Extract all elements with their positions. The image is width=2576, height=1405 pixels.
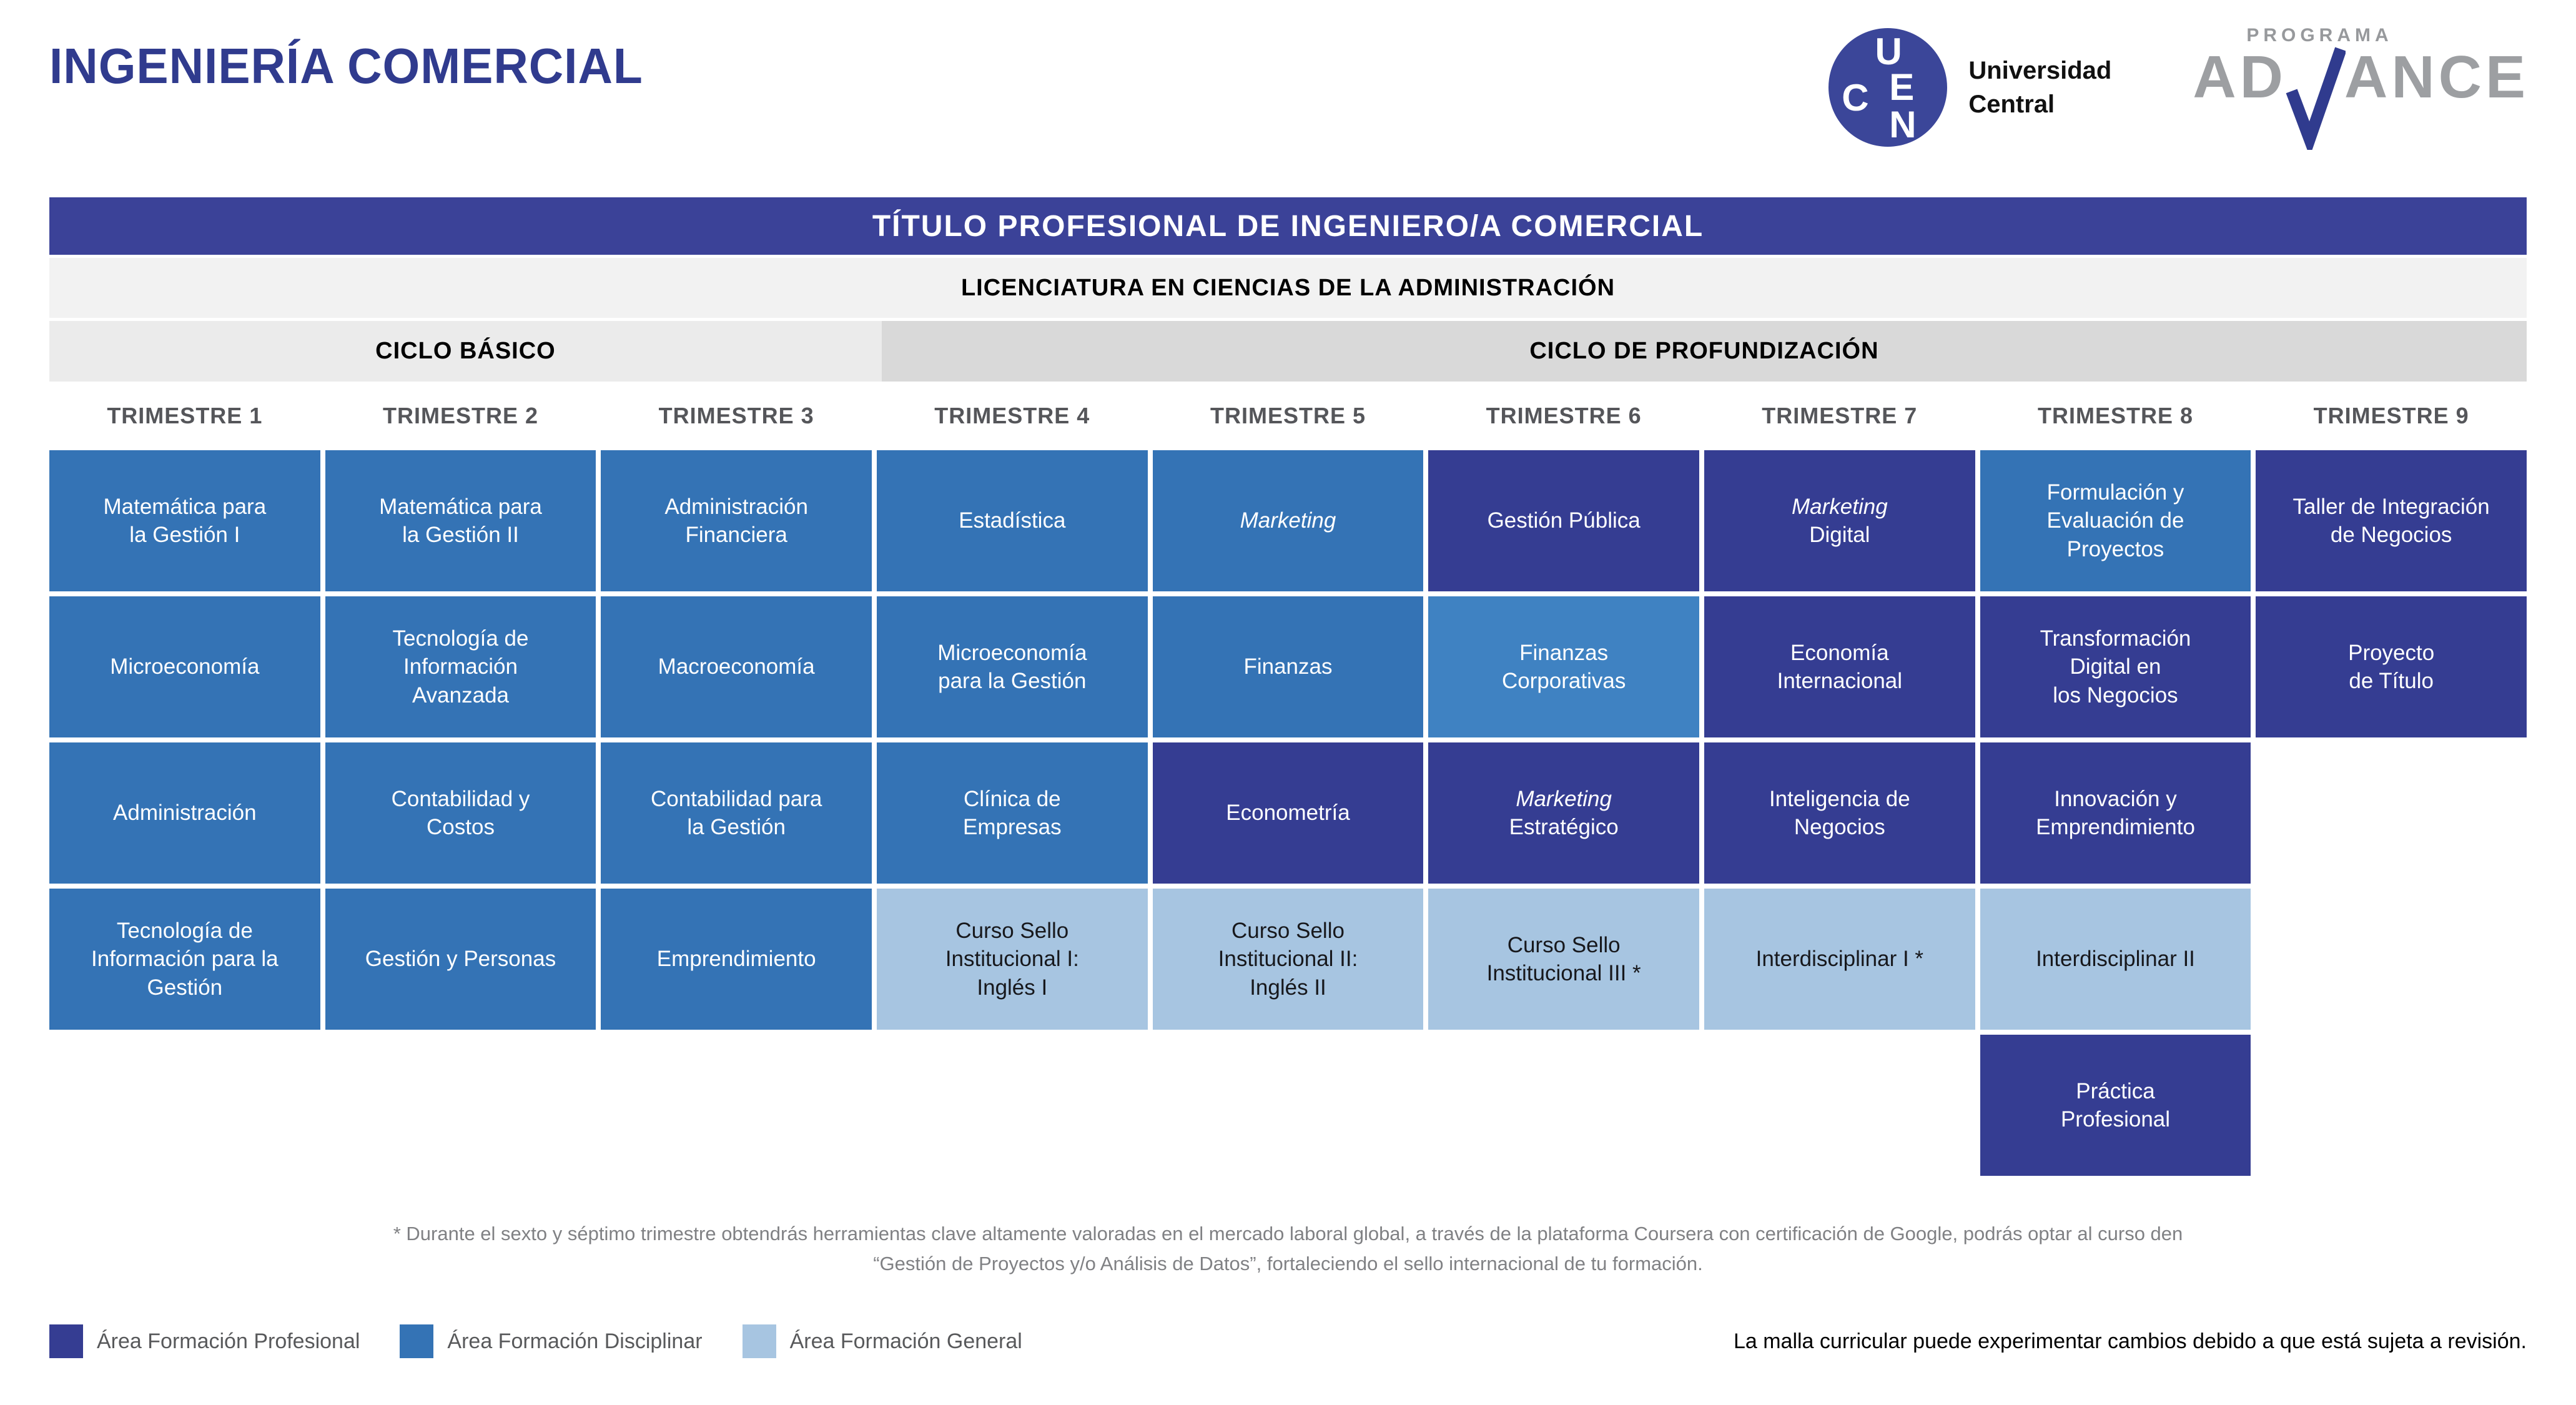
trimester-header-7: TRIMESTRE 7 (1762, 403, 1918, 428)
footnote-line-1: * Durante el sexto y séptimo trimestre obtendrás herramientas clave altamente valoradas en el mercado laboral global, a través de la plataforma Coursera con certificación de Google, podrás optar al curso den (393, 1223, 2183, 1245)
trimester-header-6: TRIMESTRE 6 (1486, 403, 1642, 428)
footnote-line-2: “Gestión de Proyectos y/o Análisis de Datos”, fortaleciendo el sello internacional de tu formación. (873, 1253, 1703, 1275)
advance-logo (2193, 25, 2529, 150)
legend-swatch-profesional (49, 1324, 83, 1358)
course-cell-t6-r1: Gestión Pública (1428, 450, 1699, 591)
course-cell-t7-r4: Interdisciplinar I * (1704, 889, 1975, 1030)
course-cell-t1-r3: Administración (49, 742, 320, 884)
check-icon (2286, 44, 2346, 150)
course-cell-t9-r2: Proyecto de Título (2256, 596, 2527, 737)
course-cell-t3-r2: Macroeconomía (601, 596, 872, 737)
ucen-letter: U (1875, 30, 1902, 72)
course-cell-t2-r3: Contabilidad y Costos (325, 742, 596, 884)
trimester-header-4: TRIMESTRE 4 (934, 403, 1090, 428)
legend-item-profesional (49, 1324, 360, 1358)
course-grid (49, 450, 2527, 1176)
header (49, 19, 2529, 150)
course-cell-t3-r1: Administración Financiera (601, 450, 872, 591)
logos (1828, 19, 2529, 150)
ucen-letter: C (1842, 76, 1869, 119)
course-cell-t7-r3: Inteligencia de Negocios (1704, 742, 1975, 884)
advance-wordmark (2193, 44, 2529, 150)
legend-label: Área Formación Profesional (97, 1329, 360, 1353)
course-cell-t6-r3: Marketing Estratégico (1428, 742, 1699, 884)
bottom-row (49, 1316, 2527, 1366)
trimester-header-1: TRIMESTRE 1 (107, 403, 263, 428)
ucen-name (1968, 54, 2111, 121)
course-cell-t6-r2: Finanzas Corporativas (1428, 596, 1699, 737)
course-cell-t2-r4: Gestión y Personas (325, 889, 596, 1030)
curriculum-table (49, 197, 2527, 1176)
course-cell-t1-r2: Microeconomía (49, 596, 320, 737)
page-title: INGENIERÍA COMERCIAL (49, 38, 643, 94)
legend-swatch-general (743, 1324, 776, 1358)
course-cell-t4-r1: Estadística (877, 450, 1148, 591)
revision-note: La malla curricular puede experimentar cambios debido a que está sujeta a revisión. (1733, 1329, 2527, 1353)
cycle-label-1: CICLO BÁSICO (49, 321, 882, 382)
course-cell-t8-r4: Interdisciplinar II (1980, 889, 2251, 1030)
course-cell-t8-r5: Práctica Profesional (1980, 1035, 2251, 1176)
advance-program-label: PROGRAMA (2246, 25, 2393, 46)
course-cell-t4-r3: Clínica de Empresas (877, 742, 1148, 884)
ucen-letter: N (1889, 104, 1917, 146)
legend-label: Área Formación General (789, 1329, 1022, 1353)
course-cell-t6-r4: Curso Sello Institucional III * (1428, 889, 1699, 1030)
legend-item-disciplinar (400, 1324, 702, 1358)
legend (49, 1324, 1022, 1358)
trimester-header-3: TRIMESTRE 3 (658, 403, 814, 428)
trimester-header-row (49, 382, 2527, 450)
course-cell-t7-r2: Economía Internacional (1704, 596, 1975, 737)
legend-item-general (743, 1324, 1022, 1358)
trimester-header-5: TRIMESTRE 5 (1210, 403, 1366, 428)
course-cell-t1-r4: Tecnología de Información para la Gestión (49, 889, 320, 1030)
legend-label: Área Formación Disciplinar (447, 1329, 703, 1353)
course-cell-t5-r1: Marketing (1153, 450, 1424, 591)
course-cell-t3-r4: Emprendimiento (601, 889, 872, 1030)
trimester-header-9: TRIMESTRE 9 (2313, 403, 2469, 428)
legend-swatch-disciplinar (400, 1324, 433, 1358)
degree-title-bar: TÍTULO PROFESIONAL DE INGENIERO/A COMERCIAL (49, 197, 2527, 255)
course-cell-t1-r1: Matemática para la Gestión I (49, 450, 320, 591)
course-cell-t2-r1: Matemática para la Gestión II (325, 450, 596, 591)
ucen-name-line: Universidad (1968, 57, 2112, 84)
course-cell-t5-r2: Finanzas (1153, 596, 1424, 737)
trimester-header-8: TRIMESTRE 8 (2037, 403, 2193, 428)
course-cell-t5-r3: Econometría (1153, 742, 1424, 884)
cycle-label-2: CICLO DE PROFUNDIZACIÓN (882, 321, 2527, 382)
course-cell-t5-r4: Curso Sello Institucional II: Inglés II (1153, 889, 1424, 1030)
ucen-letter: E (1889, 66, 1915, 108)
course-cell-t8-r1: Formulación y Evaluación de Proyectos (1980, 450, 2251, 591)
course-cell-t8-r2: Transformación Digital en los Negocios (1980, 596, 2251, 737)
advance-right-text: ANCE (2344, 44, 2529, 111)
course-cell-t4-r4: Curso Sello Institucional I: Inglés I (877, 889, 1148, 1030)
course-cell-t9-r1: Taller de Integración de Negocios (2256, 450, 2527, 591)
trimester-header-2: TRIMESTRE 2 (382, 403, 538, 428)
course-cell-t7-r1: Marketing Digital (1704, 450, 1975, 591)
ucen-circle-icon (1828, 28, 1947, 147)
licenciatura-bar: LICENCIATURA EN CIENCIAS DE LA ADMINISTRACIÓN (49, 258, 2527, 318)
course-cell-t2-r2: Tecnología de Información Avanzada (325, 596, 596, 737)
footnote (133, 1219, 2444, 1279)
course-cell-t8-r3: Innovación y Emprendimiento (1980, 742, 2251, 884)
course-cell-t3-r3: Contabilidad para la Gestión (601, 742, 872, 884)
ucen-name-line: Central (1968, 91, 2055, 118)
advance-left-text: AD (2193, 44, 2287, 111)
cycle-row (49, 321, 2527, 382)
course-cell-t4-r2: Microeconomía para la Gestión (877, 596, 1148, 737)
ucen-logo (1828, 28, 2111, 147)
